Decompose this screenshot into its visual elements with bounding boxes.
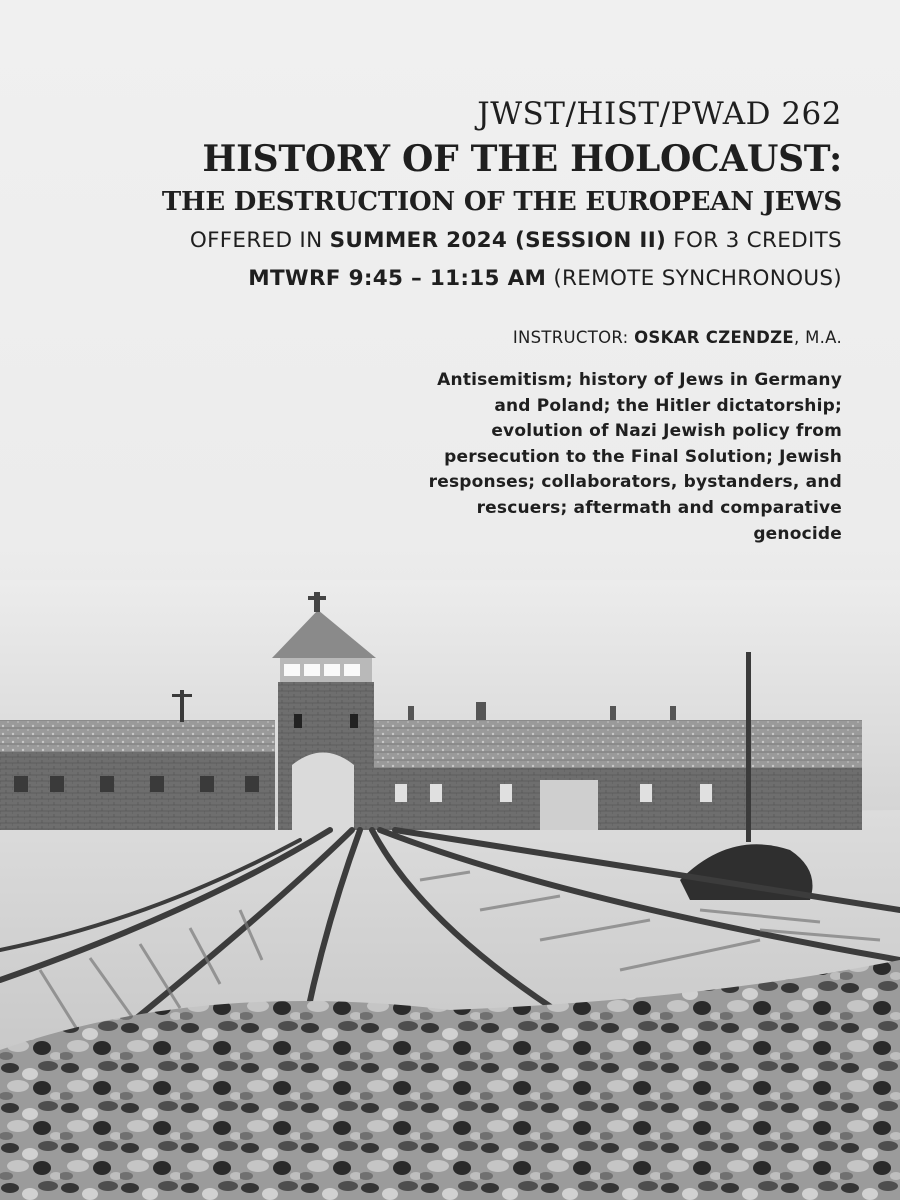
camp-gatehouse-photo — [0, 580, 900, 1200]
schedule-time: MTWRF 9:45 – 11:15 AM — [248, 266, 547, 291]
offering-prefix: OFFERED IN — [189, 228, 330, 253]
instructor-name: OSKAR CZENDZE — [634, 328, 794, 347]
poster-header — [42, 92, 842, 298]
offering-suffix: FOR 3 CREDITS — [666, 228, 842, 253]
offering-term: SUMMER 2024 (SESSION II) — [329, 228, 667, 253]
course-description: Antisemitism; history of Jews in Germany and Poland; the Hitler dictatorship; evolution of Nazi Jewish policy from persecution to the Final Solution; Jewish responses; collaborators, bystanders, and rescuers; aftermath and comparative genocide — [428, 370, 842, 544]
offering-info — [42, 222, 842, 260]
course-code: JWST/HIST/PWAD 262 — [477, 96, 842, 132]
instructor-line — [513, 324, 842, 352]
course-subtitle: THE DESTRUCTION OF THE EUROPEAN JEWS — [161, 187, 842, 217]
schedule-mode: (REMOTE SYNCHRONOUS) — [546, 266, 842, 291]
schedule-info — [42, 260, 842, 298]
instructor-credential: , M.A. — [793, 328, 842, 347]
course-title: HISTORY OF THE HOLOCAUST: — [202, 138, 842, 180]
instructor-label: INSTRUCTOR: — [512, 328, 635, 347]
